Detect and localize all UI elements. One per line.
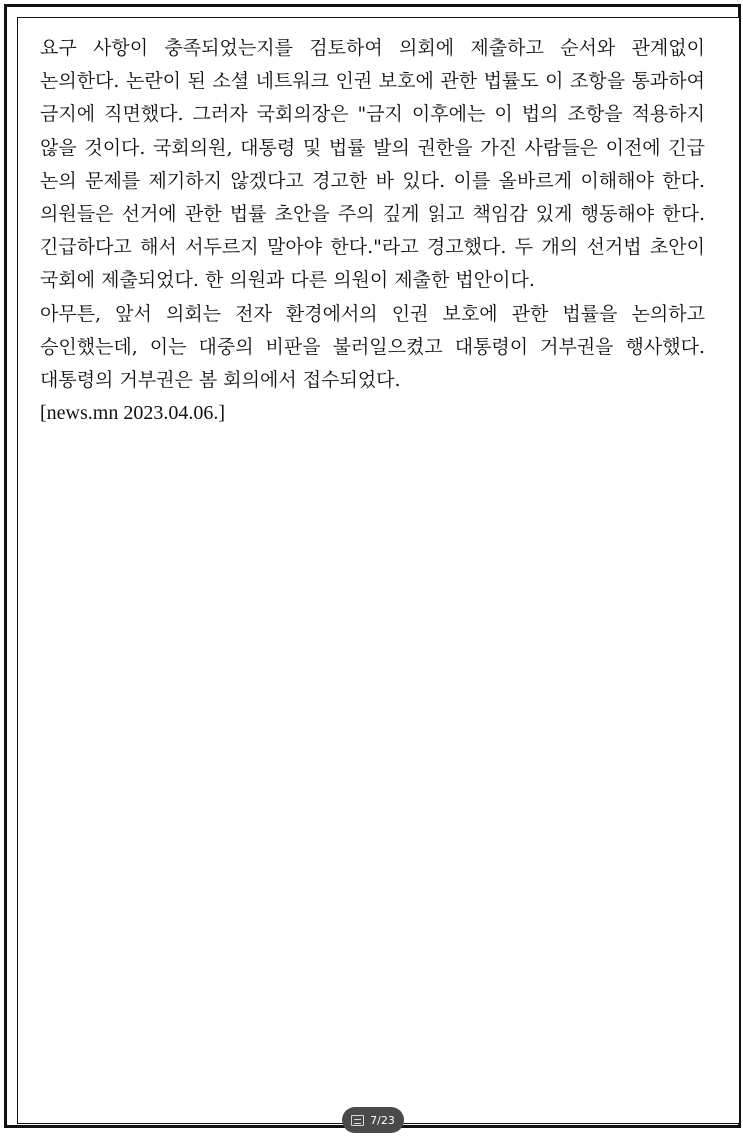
- page-indicator[interactable]: [342, 1107, 404, 1133]
- source-citation: [news.mn 2023.04.06.]: [40, 402, 225, 425]
- paragraph-1: 요구 사항이 충족되었는지를 검토하여 의회에 제출하고 순서와 관계없이 논의한다. 논란이 된 소셜 네트워크 인권 보호에 관한 법률도 이 조항을 통과하여 금지에 직면했다. 그러자 국회의장은 "금지 이후에는 이 법의 조항을 적용하지 않을 것이다. 국회의원, 대통령 및 법률 발의 권한을 가진 사람들은 이전에 긴급 논의 문제를 제기하지 않겠다고 경고한 바 있다. 이를 올바르게 이해해야 한다. 의원들은 선거에 관한 법률 초안을 주의 깊게 읽고 책임감 있게 행동해야 한다. 긴급하다고 해서 서두르지 말아야 한다."라고 경고했다. 두 개의 선거법 초안이 국회에 제출되었다. 한 의원과 다른 의원이 제출한 법안이다.: [40, 37, 705, 292]
- page-number-label: 7/23: [370, 1113, 395, 1127]
- page-icon: [351, 1115, 364, 1126]
- document-body: [40, 32, 705, 430]
- paragraph-2: 아무튼, 앞서 의회는 전자 환경에서의 인권 보호에 관한 법률을 논의하고 승인했는데, 이는 대중의 비판을 불러일으켰고 대통령이 거부권을 행사했다. 대통령의 거부권은 봄 회의에서 접수되었다.: [40, 302, 705, 392]
